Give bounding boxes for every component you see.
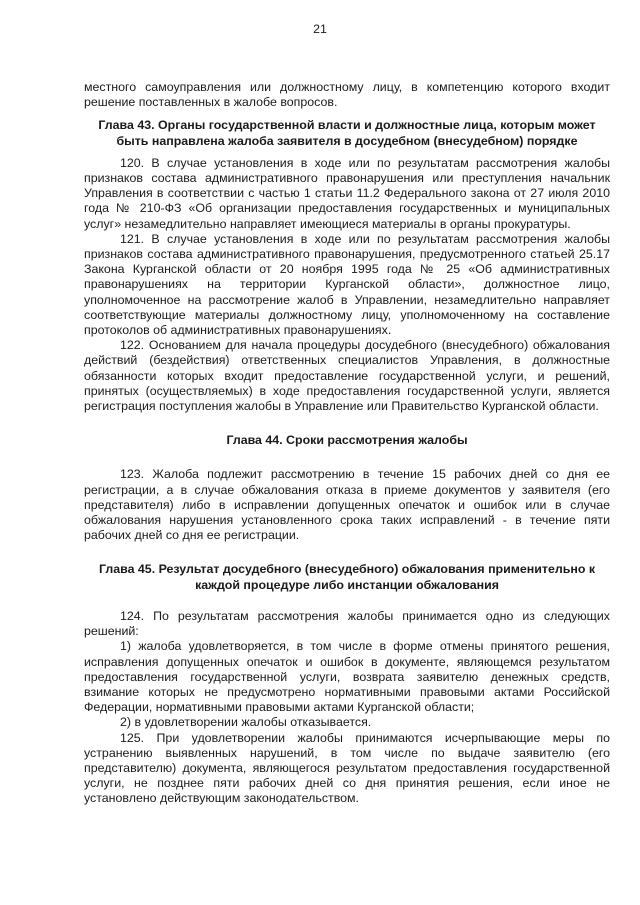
paragraph-122: 122. Основанием для начала процедуры досудебного (внесудебного) обжалования действий (бездействия) ответственных специалистов Управления, в должностные обязанности которых входит предоставление государственной услуги, и решений, принятых (осуществляемых) в ходе предоставления государственной услуги, является регистрация поступления жалобы в Управление или Правительство Курганской области. — [84, 338, 610, 414]
paragraph-121: 121. В случае установления в ходе или по результатам рассмотрения жалобы признаков состава административного правонарушения, предусмотренного статьей 25.17 Закона Курганской области от 20 ноября 1995 года № 25 «Об административных правонарушениях на территории Курганской области», должностное лицо, уполномоченное на рассмотрение жалоб в Управлении, незамедлительно направляет соответствующие материалы должностному лицу, уполномоченному на составление протоколов об административных правонарушениях. — [84, 231, 610, 338]
paragraph-continuation: местного самоуправления или должностному лицу, в компетенцию которого входит решение поставленных в жалобе вопросов. — [84, 80, 610, 110]
paragraph-124-item-2: 2) в удовлетворении жалобы отказывается. — [120, 715, 372, 730]
paragraph-120: 120. В случае установления в ходе или по результатам рассмотрения жалобы признаков состава административного правонарушения или преступления начальник Управления в соответствии с частью 1 статьи 11.2 Федерального закона от 27 июля 2010 года № 210-ФЗ «Об организации предоставления государственных и муниципальных услуг» незамедлительно направляет имеющиеся материалы в органы прокуратуры. — [84, 155, 610, 231]
page-number: 21 — [313, 22, 327, 36]
chapter-45-heading: Глава 45. Результат досудебного (внесудебного) обжалования применительно к каждой процедуре либо инстанции обжалования — [98, 562, 596, 592]
paragraph-124-item-1: 1) жалоба удовлетворяется, в том числе в форме отмены принятого решения, исправления допущенных опечаток и ошибок в документе, являющемся результатом предоставления государственной услуги, возврата заявителю денежных средств, взимание которых не предусмотрено нормативными правовыми актами Российской Федерации, нормативными правовыми актами Курганской области; — [84, 639, 610, 715]
document-body — [84, 80, 610, 807]
paragraph-124: 124. По результатам рассмотрения жалобы принимается одно из следующих решений: — [84, 608, 610, 639]
chapter-44-heading: Глава 44. Сроки рассмотрения жалобы — [226, 433, 468, 448]
paragraph-123: 123. Жалоба подлежит рассмотрению в течение 15 рабочих дней со дня ее регистрации, а в случае обжалования отказа в приеме документов у заявителя (его представителя) либо в исправлении допущенных опечаток и ошибок или в случае обжалования нарушения установленного срока таких исправлений - в течение пяти рабочих дней со дня ее регистрации. — [84, 467, 610, 543]
paragraph-125: 125. При удовлетворении жалобы принимаются исчерпывающие меры по устранению выявленных нарушений, в том числе по выдаче заявителю (его представителю) документа, являющегося результатом предоставления государственной услуги, не позднее пяти рабочих дней со дня принятия решения, если иное не установлено действующим законодательством. — [84, 730, 610, 806]
chapter-43-heading: Глава 43. Органы государственной власти и должностные лица, которым может быть направлена жалоба заявителя в досудебном (внесудебном) порядке — [98, 118, 596, 148]
